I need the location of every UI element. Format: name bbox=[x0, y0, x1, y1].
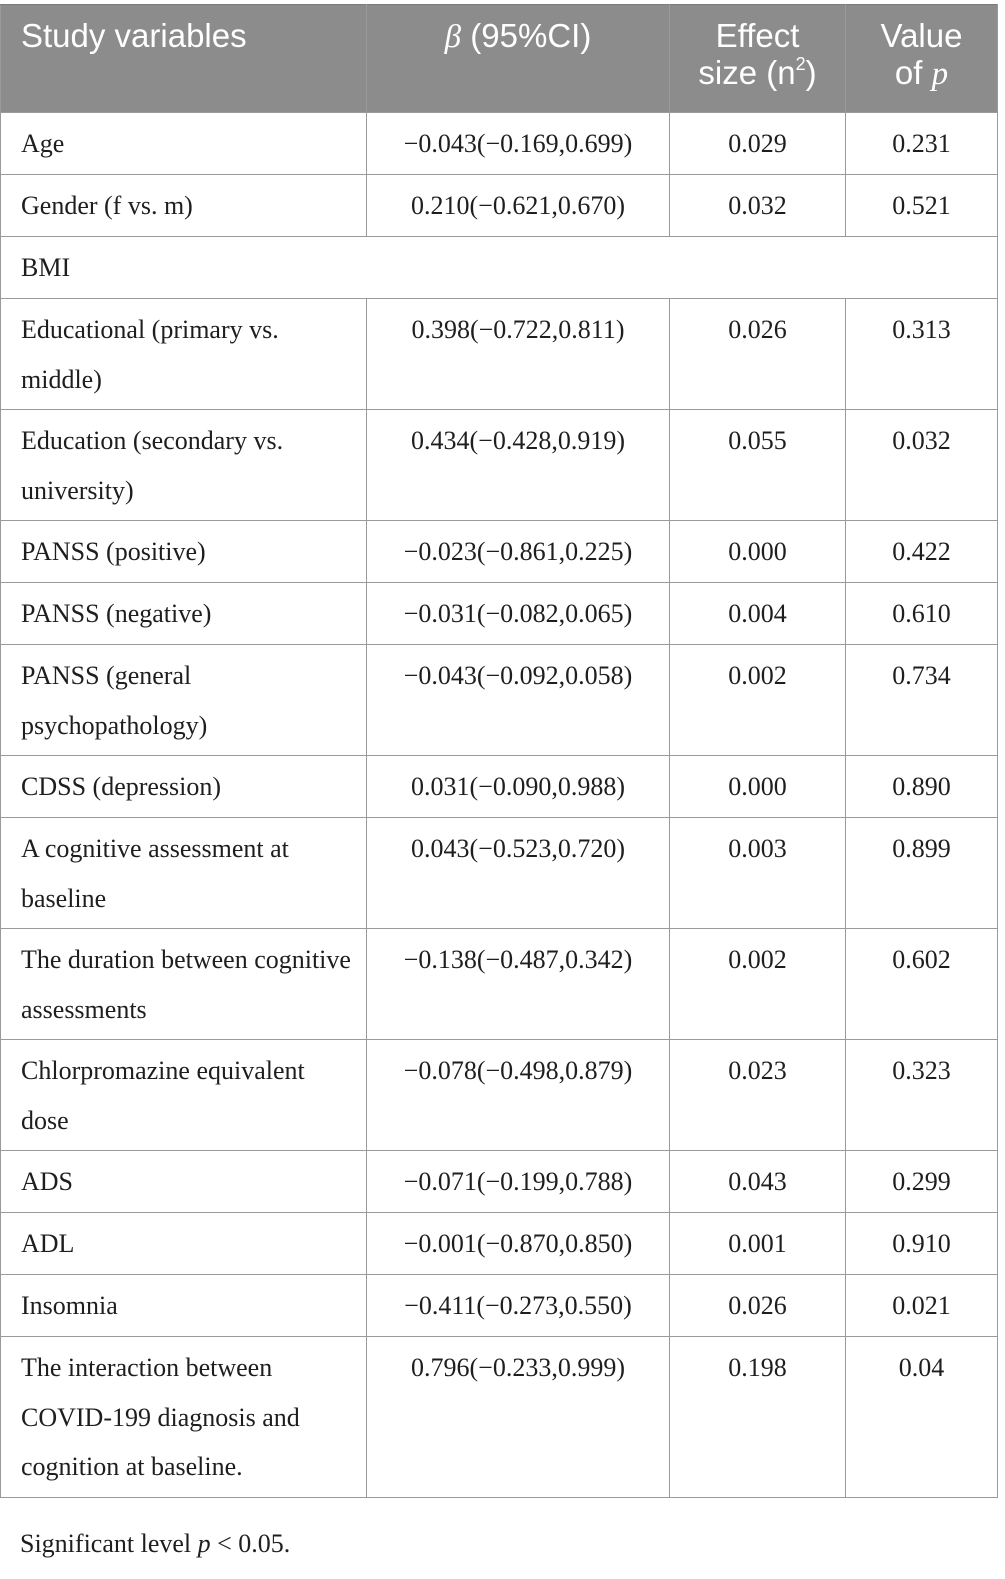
row-label: ADL bbox=[1, 1213, 367, 1275]
effect-size-cell: 0.000 bbox=[670, 521, 846, 583]
table-row bbox=[1, 1337, 998, 1498]
p-value-cell: 0.610 bbox=[846, 583, 998, 645]
header-study-variables: Study variables bbox=[1, 5, 367, 113]
header-beta-ci: β (95%CI) bbox=[367, 5, 670, 113]
row-label: Education (secondary vs. university) bbox=[1, 410, 367, 521]
p-value-cell: 0.313 bbox=[846, 299, 998, 410]
beta-ci-cell: −0.023(−0.861,0.225) bbox=[367, 521, 670, 583]
table-row bbox=[1, 113, 998, 175]
row-label: PANSS (positive) bbox=[1, 521, 367, 583]
row-label: Age bbox=[1, 113, 367, 175]
table-row bbox=[1, 645, 998, 756]
p-value-cell: 0.299 bbox=[846, 1151, 998, 1213]
beta-ci-cell: 0.043(−0.523,0.720) bbox=[367, 818, 670, 929]
effect-size-cell: 0.023 bbox=[670, 1040, 846, 1151]
effect-size-cell: 0.026 bbox=[670, 1275, 846, 1337]
beta-ci-cell: −0.071(−0.199,0.788) bbox=[367, 1151, 670, 1213]
p-value-cell: 0.422 bbox=[846, 521, 998, 583]
table-row-bmi bbox=[1, 237, 998, 299]
table-row bbox=[1, 583, 998, 645]
effect-size-cell: 0.001 bbox=[670, 1213, 846, 1275]
header-p-value: Value of p bbox=[846, 5, 998, 113]
row-label: A cognitive assessment at baseline bbox=[1, 818, 367, 929]
effect-size-cell: 0.026 bbox=[670, 299, 846, 410]
beta-ci-cell: −0.138(−0.487,0.342) bbox=[367, 929, 670, 1040]
effect-size-cell: 0.002 bbox=[670, 645, 846, 756]
p-value-cell: 0.910 bbox=[846, 1213, 998, 1275]
beta-ci-cell: 0.796(−0.233,0.999) bbox=[367, 1337, 670, 1498]
row-label: Gender (f vs. m) bbox=[1, 175, 367, 237]
effect-size-cell: 0.003 bbox=[670, 818, 846, 929]
effect-size-cell: 0.198 bbox=[670, 1337, 846, 1498]
effect-size-cell: 0.002 bbox=[670, 929, 846, 1040]
p-value-cell: 0.734 bbox=[846, 645, 998, 756]
table-row bbox=[1, 818, 998, 929]
row-label: PANSS (general psychopathology) bbox=[1, 645, 367, 756]
row-label: Chlorpromazine equivalent dose bbox=[1, 1040, 367, 1151]
p-value-cell: 0.899 bbox=[846, 818, 998, 929]
table-row bbox=[1, 521, 998, 583]
table-row bbox=[1, 1213, 998, 1275]
row-label: BMI bbox=[1, 237, 998, 299]
row-label: The interaction between COVID-199 diagnosis and cognition at baseline. bbox=[1, 1337, 367, 1498]
table-footnote: Significant level p < 0.05. bbox=[20, 1529, 291, 1558]
beta-ci-cell: −0.043(−0.092,0.058) bbox=[367, 645, 670, 756]
p-value-cell: 0.04 bbox=[846, 1337, 998, 1498]
row-label: CDSS (depression) bbox=[1, 756, 367, 818]
table-row bbox=[1, 175, 998, 237]
effect-size-cell: 0.043 bbox=[670, 1151, 846, 1213]
beta-ci-cell: 0.398(−0.722,0.811) bbox=[367, 299, 670, 410]
row-label: Insomnia bbox=[1, 1275, 367, 1337]
beta-symbol: β bbox=[444, 19, 462, 55]
row-label: PANSS (negative) bbox=[1, 583, 367, 645]
beta-ci-cell: 0.210(−0.621,0.670) bbox=[367, 175, 670, 237]
table-row bbox=[1, 929, 998, 1040]
p-value-cell: 0.231 bbox=[846, 113, 998, 175]
p-value-cell: 0.021 bbox=[846, 1275, 998, 1337]
beta-ci-cell: −0.411(−0.273,0.550) bbox=[367, 1275, 670, 1337]
p-value-cell: 0.323 bbox=[846, 1040, 998, 1151]
beta-ci-cell: 0.031(−0.090,0.988) bbox=[367, 756, 670, 818]
p-value-cell: 0.032 bbox=[846, 410, 998, 521]
table-row bbox=[1, 1275, 998, 1337]
effect-size-cell: 0.055 bbox=[670, 410, 846, 521]
p-value-cell: 0.521 bbox=[846, 175, 998, 237]
row-label: ADS bbox=[1, 1151, 367, 1213]
header-row bbox=[1, 5, 998, 113]
effect-size-cell: 0.029 bbox=[670, 113, 846, 175]
header-effect-size: Effect size $(n^2)$ bbox=[670, 5, 846, 113]
p-value-cell: 0.602 bbox=[846, 929, 998, 1040]
p-value-cell: 0.890 bbox=[846, 756, 998, 818]
table-row bbox=[1, 410, 998, 521]
beta-ci-cell: −0.001(−0.870,0.850) bbox=[367, 1213, 670, 1275]
effect-size-cell: 0.004 bbox=[670, 583, 846, 645]
beta-ci-cell: 0.434(−0.428,0.919) bbox=[367, 410, 670, 521]
beta-ci-cell: −0.043(−0.169,0.699) bbox=[367, 113, 670, 175]
row-label: Educational (primary vs. middle) bbox=[1, 299, 367, 410]
effect-size-cell: 0.032 bbox=[670, 175, 846, 237]
regression-table bbox=[0, 4, 998, 1498]
beta-ci-cell: −0.031(−0.082,0.065) bbox=[367, 583, 670, 645]
table-row bbox=[1, 1040, 998, 1151]
effect-size-cell: 0.000 bbox=[670, 756, 846, 818]
table-row bbox=[1, 756, 998, 818]
table-row bbox=[1, 1151, 998, 1213]
beta-ci-cell: −0.078(−0.498,0.879) bbox=[367, 1040, 670, 1151]
row-label: The duration between cognitive assessments bbox=[1, 929, 367, 1040]
table-wrapper bbox=[0, 4, 1001, 1498]
table-row bbox=[1, 299, 998, 410]
